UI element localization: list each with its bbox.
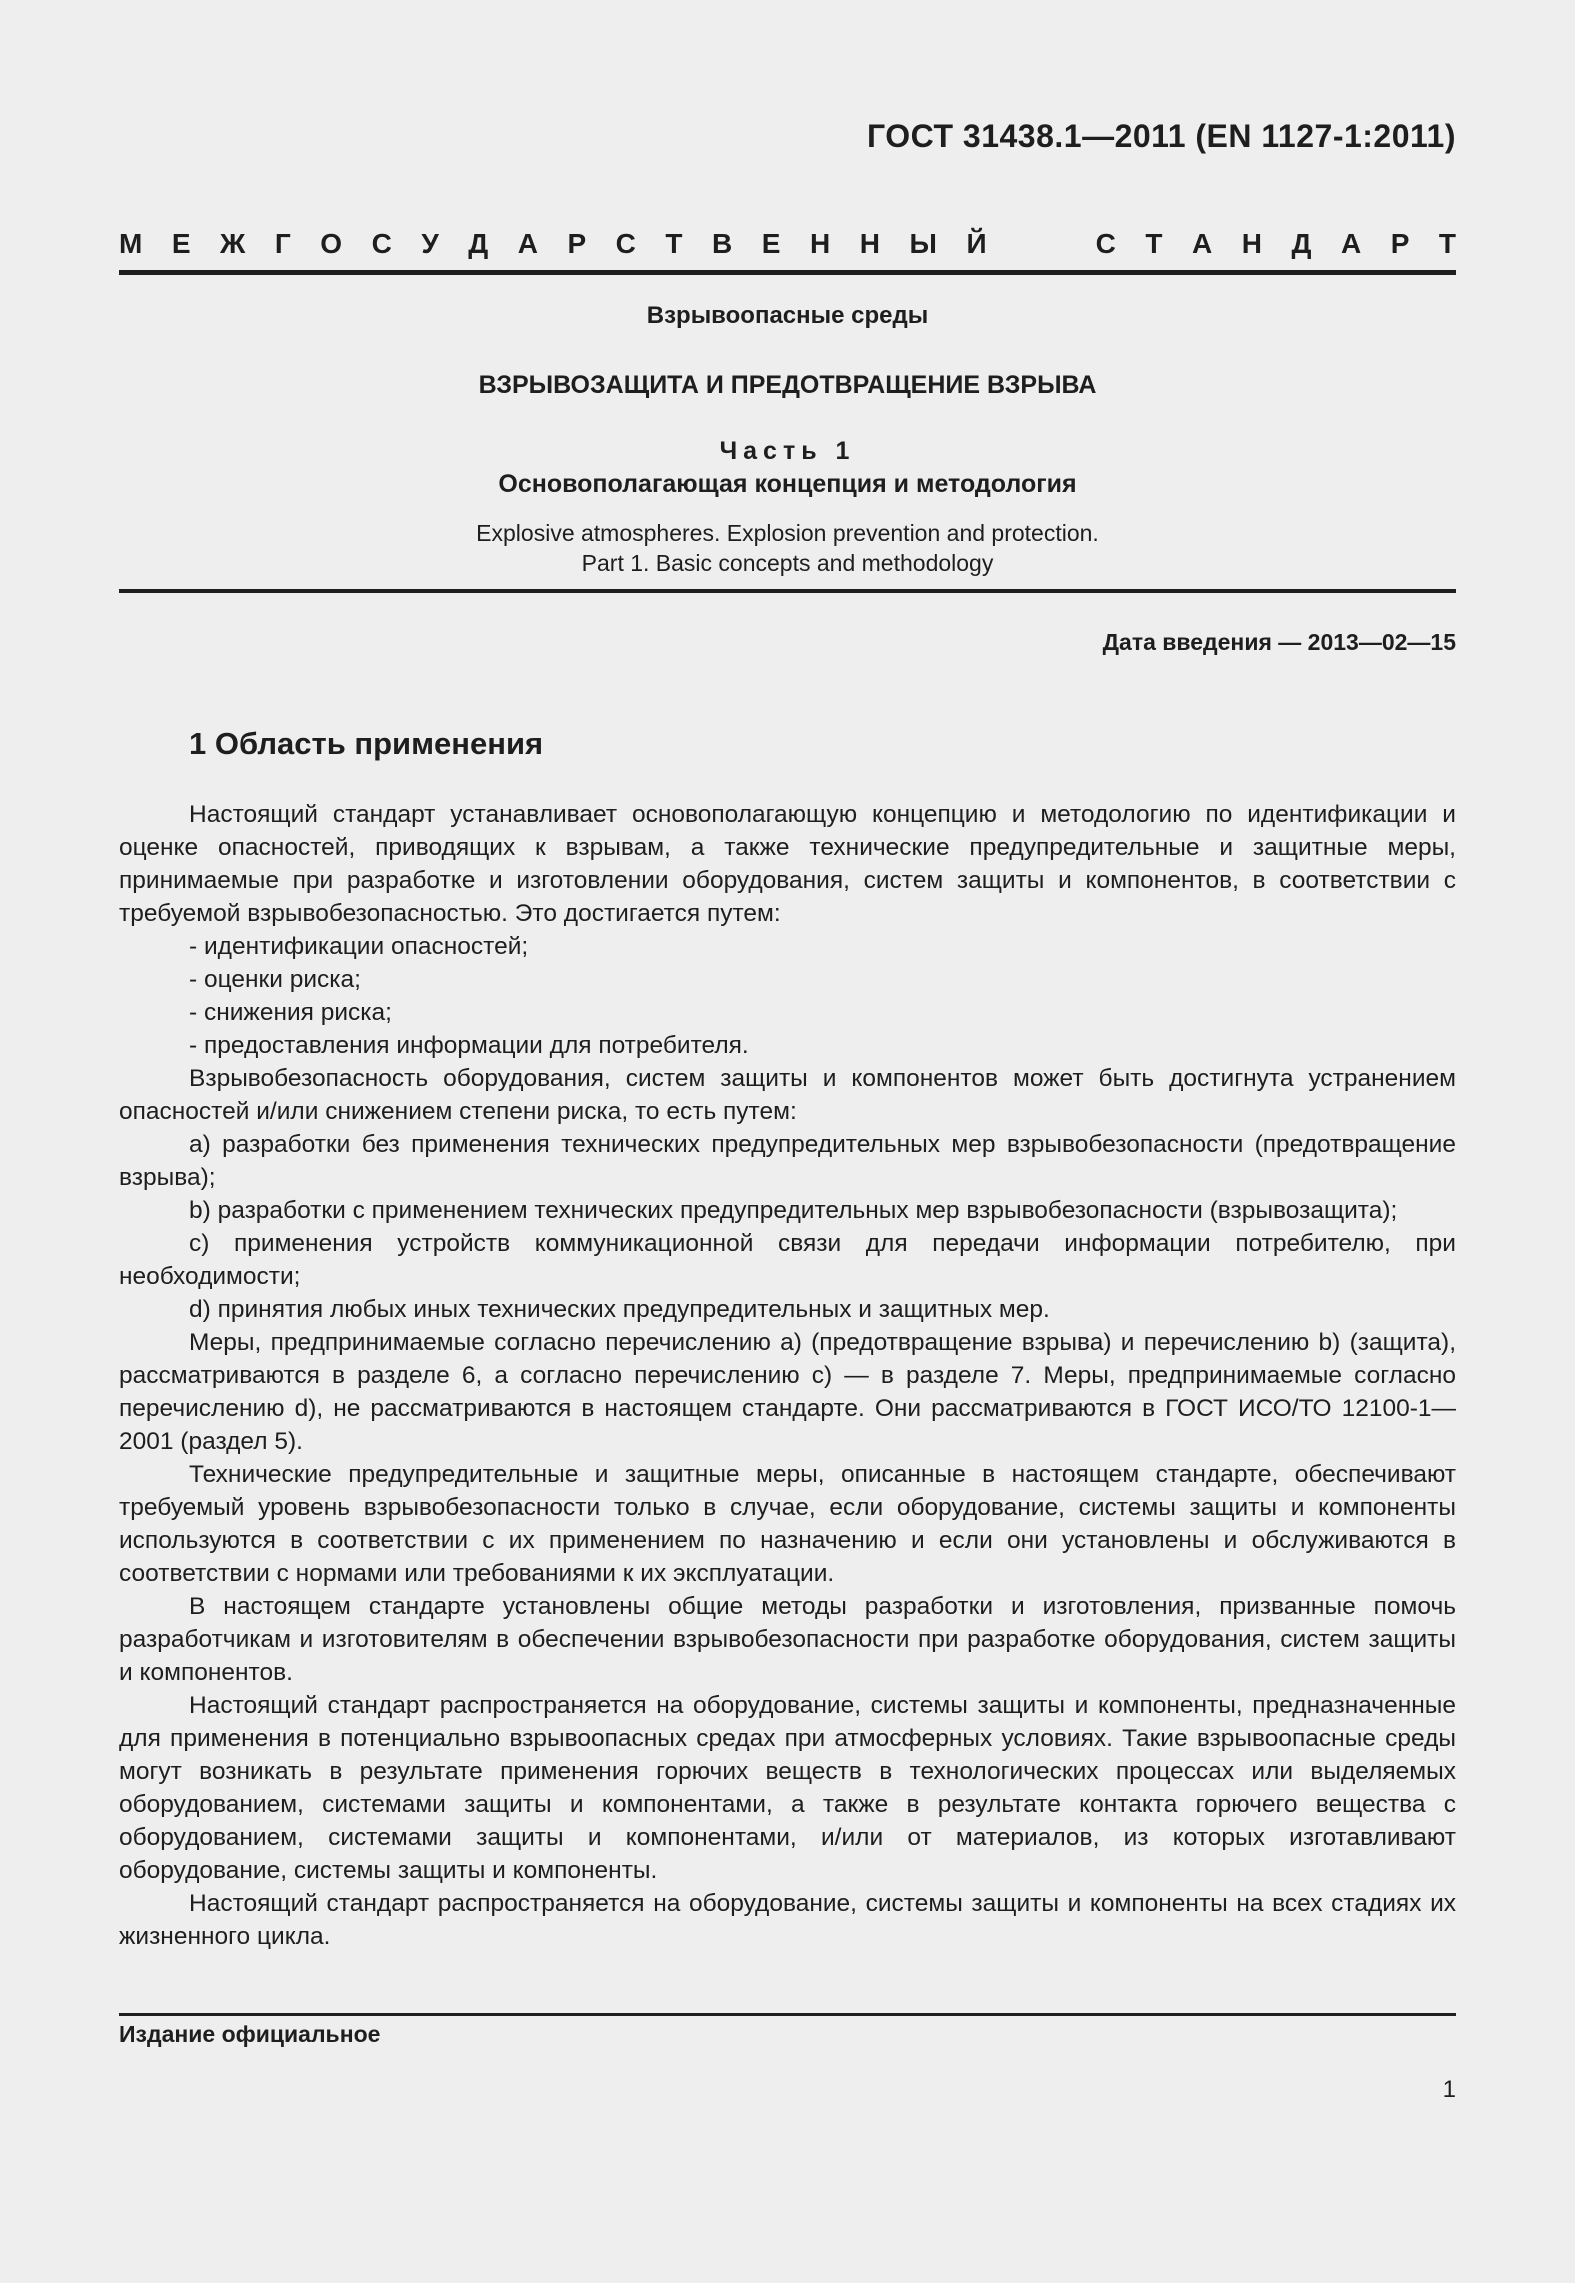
banner-letter: А <box>1191 228 1213 259</box>
introduction-date: Дата введения — 2013—02—15 <box>1102 629 1456 655</box>
banner-letter: Н <box>1241 228 1262 259</box>
title-divider <box>119 589 1456 593</box>
banner-letter: В <box>712 228 733 259</box>
banner-letter: Ы <box>909 228 937 259</box>
banner-letter: С <box>371 228 392 259</box>
banner-letter: А <box>517 228 538 259</box>
list-item: - снижения риска; <box>189 999 392 1026</box>
enumeration-item: b) разработки с применением технических предупредительных мер взрывобезопасности (взрывозащита); <box>189 1197 1398 1224</box>
banner-letter: О <box>320 228 343 259</box>
part-label: Часть 1 <box>719 437 856 465</box>
list-item: - идентификации опасностей; <box>189 933 529 960</box>
english-title-line: Explosive atmospheres. Explosion prevention and protection. <box>476 520 1099 546</box>
banner-letter: Р <box>567 228 587 259</box>
banner-letter: Е <box>171 228 191 259</box>
banner-letter: Г <box>274 228 291 259</box>
banner-letter: Д <box>468 228 489 259</box>
paragraph: Взрывобезопасность оборудования, систем защиты и компонентов может быть достигнута устранением опасностей и/или снижением степени риска, то есть путем: <box>119 1065 1456 1125</box>
paragraph: В настоящем стандарте установлены общие методы разработки и изготовления, призванные помочь разработчикам и изготовителям в обеспечении взрывобезопасности при разработке оборудования, систем защиты и компонентов. <box>119 1593 1456 1686</box>
banner-letter: Н <box>859 228 880 259</box>
header-divider <box>119 270 1456 275</box>
banner-letter: Й <box>966 228 987 259</box>
english-title <box>119 518 1456 578</box>
paragraph: Технические предупредительные и защитные меры, описанные в настоящем стандарте, обеспечивают требуемый уровень взрывобезопасности только в случае, если оборудование, системы защиты и компоненты используются в соответствии с их применением по назначению и если они установлены и обслуживаются в соответствии с нормами или требованиями к их эксплуатации. <box>119 1461 1456 1587</box>
interstate-standard-banner <box>119 228 1456 264</box>
english-title-line: Part 1. Basic concepts and methodology <box>581 550 994 576</box>
banner-letter: У <box>421 228 439 259</box>
banner-letter: А <box>1340 228 1362 259</box>
banner-letter: Е <box>761 228 781 259</box>
document-title: ВЗРЫВОЗАЩИТА И ПРЕДОТВРАЩЕНИЕ ВЗРЫВА <box>478 371 1097 399</box>
paragraph: Настоящий стандарт распространяется на оборудование, системы защиты и компоненты, предназначенные для применения в потенциально взрывоопасных средах при атмосферных условиях. Такие взрывоопасные среды могут возникать в результате применения горючих веществ в технологических процессах или выделяемых оборудованием, системами защиты и компонентами, а также в результате контакта горючего вещества с оборудованием, системами защиты и компонентами, и/или от материалов, из которых изготавливают оборудование, системы защиты и компоненты. <box>119 1692 1456 1884</box>
banner-letter: Ж <box>220 228 246 259</box>
footer-divider <box>119 2013 1456 2016</box>
banner-letter: Т <box>1145 228 1163 259</box>
enumeration-item: d) принятия любых иных технических предупредительных и защитных мер. <box>189 1296 1050 1323</box>
paragraph: Настоящий стандарт распространяется на оборудование, системы защиты и компоненты на всех стадиях их жизненного цикла. <box>119 1890 1456 1950</box>
banner-letter: Т <box>665 228 683 259</box>
banner-letter: С <box>1095 228 1116 259</box>
list-item: - оценки риска; <box>189 966 361 993</box>
paragraph: Меры, предпринимаемые согласно перечислению а) (предотвращение взрыва) и перечислению b) (защита), рассматриваются в разделе 6, а согласно перечислению с) — в разделе 7. Меры, предпринимаемые согласно перечислению d), не рассматриваются в настоящем стандарте. Они рассматриваются в ГОСТ ИСО/ТО 12100-1—2001 (раздел 5). <box>119 1329 1456 1455</box>
banner-letter: М <box>119 228 143 259</box>
document-subtitle: Взрывоопасные среды <box>646 302 929 329</box>
official-edition-label: Издание официальное <box>119 2021 381 2047</box>
banner-letter: Д <box>1291 228 1312 259</box>
banner-letter: Т <box>1438 228 1456 259</box>
page-number: 1 <box>1442 2076 1456 2103</box>
banner-word-gap <box>1016 228 1066 264</box>
section-heading: 1 Область применения <box>189 726 544 761</box>
banner-letter: С <box>615 228 636 259</box>
banner-letter: Р <box>1390 228 1410 259</box>
document-id: ГОСТ 31438.1—2011 (EN 1127-1:2011) <box>867 118 1456 154</box>
banner-letter: Н <box>810 228 831 259</box>
enumeration-item: c) применения устройств коммуникационной связи для передачи информации потребителю, при необходимости; <box>119 1230 1456 1290</box>
part-title: Основополагающая концепция и методология <box>498 470 1077 498</box>
paragraph: Настоящий стандарт устанавливает основополагающую концепцию и методологию по идентификации и оценке опасностей, приводящих к взрывам, а также технические предупредительные и защитные меры, принимаемые при разработке и изготовлении оборудования, систем защиты и компонентов, в соответствии с требуемой взрывобезопасностью. Это достигается путем: <box>119 801 1456 927</box>
section-body <box>119 798 1456 1953</box>
list-item: - предоставления информации для потребителя. <box>189 1032 749 1059</box>
enumeration-item: а) разработки без применения технических предупредительных мер взрывобезопасности (предотвращение взрыва); <box>119 1131 1456 1191</box>
